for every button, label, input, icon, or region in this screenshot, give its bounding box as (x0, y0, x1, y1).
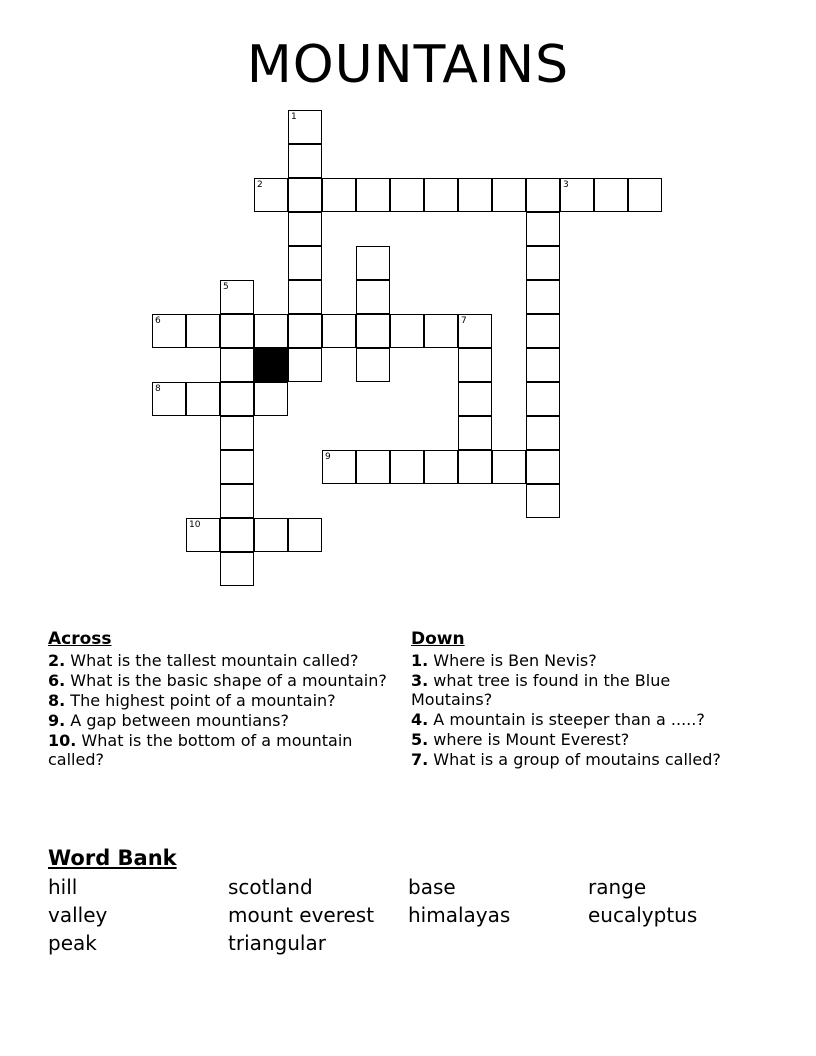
grid-cell[interactable] (288, 178, 322, 212)
clue-item (48, 671, 388, 690)
word-bank-item: valley (48, 903, 108, 927)
grid-cell[interactable] (458, 450, 492, 484)
clue-item (411, 730, 751, 749)
grid-cell[interactable] (322, 178, 356, 212)
grid-cell[interactable] (288, 314, 322, 348)
clue-item-number: 6. (48, 671, 66, 690)
grid-cell[interactable] (628, 178, 662, 212)
clue-item (48, 711, 388, 730)
clue-number: 7 (461, 316, 467, 326)
grid-cell[interactable] (526, 212, 560, 246)
grid-cell[interactable] (322, 450, 356, 484)
clue-item (411, 651, 751, 670)
grid-cell[interactable] (186, 518, 220, 552)
clue-item-number: 7. (411, 750, 429, 769)
grid-cell[interactable] (458, 416, 492, 450)
grid-cell[interactable] (424, 178, 458, 212)
grid-cell[interactable] (220, 450, 254, 484)
grid-cell[interactable] (458, 178, 492, 212)
grid-cell[interactable] (356, 178, 390, 212)
grid-cell[interactable] (186, 314, 220, 348)
clue-item-number: 10. (48, 731, 77, 750)
grid-cell[interactable] (526, 484, 560, 518)
across-clue-list (48, 651, 388, 769)
grid-cell[interactable] (356, 314, 390, 348)
grid-cell[interactable] (526, 314, 560, 348)
clue-item (411, 750, 751, 769)
grid-cell[interactable] (526, 178, 560, 212)
grid-cell[interactable] (390, 314, 424, 348)
grid-cell[interactable] (152, 382, 186, 416)
grid-cell[interactable] (254, 382, 288, 416)
grid-cell[interactable] (220, 552, 254, 586)
grid-cell[interactable] (526, 382, 560, 416)
clue-item-text: Where is Ben Nevis? (428, 651, 597, 670)
clue-item-text: What is the bottom of a mountain called? (48, 731, 353, 769)
grid-cell[interactable] (322, 314, 356, 348)
clue-item (411, 671, 751, 709)
grid-cell[interactable] (288, 110, 322, 144)
clue-item-number: 4. (411, 710, 429, 729)
clue-number: 9 (325, 452, 331, 462)
grid-cell[interactable] (356, 450, 390, 484)
clue-item-text: What is a group of moutains called? (428, 750, 721, 769)
word-bank-title: Word Bank (48, 846, 177, 870)
clue-number: 10 (189, 520, 201, 530)
clue-item (411, 710, 751, 729)
grid-cell[interactable] (526, 348, 560, 382)
clue-item-text: what tree is found in the Blue Moutains? (411, 671, 671, 709)
grid-cell[interactable] (288, 518, 322, 552)
grid-cell[interactable] (152, 314, 186, 348)
grid-cell[interactable] (526, 450, 560, 484)
clue-number: 5 (223, 282, 229, 292)
grid-cell[interactable] (220, 348, 254, 382)
grid-cell[interactable] (220, 382, 254, 416)
grid-cell[interactable] (254, 518, 288, 552)
grid-cell[interactable] (288, 144, 322, 178)
puzzle-title: MOUNTAINS (246, 35, 570, 95)
grid-cell[interactable] (254, 178, 288, 212)
grid-cell[interactable] (390, 178, 424, 212)
grid-cell[interactable] (288, 280, 322, 314)
word-bank-item: himalayas (408, 903, 511, 927)
word-bank-item: scotland (228, 875, 313, 899)
word-bank-item: triangular (228, 931, 326, 955)
grid-block (254, 348, 288, 382)
across-clues (48, 628, 388, 770)
word-bank-item: eucalyptus (588, 903, 698, 927)
clue-item (48, 691, 388, 710)
grid-cell[interactable] (526, 280, 560, 314)
clue-item-number: 5. (411, 730, 429, 749)
clue-number: 6 (155, 316, 161, 326)
clue-item-text: A gap between mountians? (65, 711, 289, 730)
grid-cell[interactable] (220, 416, 254, 450)
clue-number: 2 (257, 180, 263, 190)
grid-cell[interactable] (288, 246, 322, 280)
grid-cell[interactable] (492, 450, 526, 484)
clue-item-number: 2. (48, 651, 66, 670)
grid-cell[interactable] (220, 280, 254, 314)
clue-number: 1 (291, 112, 297, 122)
grid-cell[interactable] (390, 450, 424, 484)
down-clues (411, 628, 751, 770)
down-heading: Down (411, 629, 465, 649)
clue-item-text: where is Mount Everest? (428, 730, 630, 749)
word-bank-item: peak (48, 931, 97, 955)
grid-cell[interactable] (186, 382, 220, 416)
grid-cell[interactable] (458, 382, 492, 416)
clue-item-text: What is the tallest mountain called? (65, 651, 359, 670)
grid-cell[interactable] (424, 314, 458, 348)
clue-item-number: 9. (48, 711, 66, 730)
word-bank-item: base (408, 875, 456, 899)
word-bank-item: range (588, 875, 647, 899)
grid-cell[interactable] (458, 348, 492, 382)
grid-cell[interactable] (424, 450, 458, 484)
word-bank (48, 873, 768, 957)
clue-item-number: 8. (48, 691, 66, 710)
grid-cell[interactable] (254, 314, 288, 348)
grid-cell[interactable] (220, 518, 254, 552)
clue-number: 8 (155, 384, 161, 394)
grid-cell[interactable] (220, 314, 254, 348)
across-heading: Across (48, 629, 112, 649)
grid-cell[interactable] (458, 314, 492, 348)
clue-item-number: 1. (411, 651, 429, 670)
grid-cell[interactable] (526, 416, 560, 450)
grid-cell[interactable] (356, 348, 390, 382)
grid-cell[interactable] (220, 484, 254, 518)
grid-cell[interactable] (288, 212, 322, 246)
grid-cell[interactable] (288, 348, 322, 382)
clue-number: 3 (563, 180, 569, 190)
grid-cell[interactable] (594, 178, 628, 212)
clue-item (48, 731, 388, 769)
clue-item-text: A mountain is steeper than a .....? (428, 710, 705, 729)
clue-item-number: 3. (411, 671, 429, 690)
clue-item-text: What is the basic shape of a mountain? (65, 671, 387, 690)
down-clue-list (411, 651, 751, 769)
grid-cell[interactable] (356, 280, 390, 314)
clue-item-text: The highest point of a mountain? (65, 691, 336, 710)
word-bank-item: hill (48, 875, 78, 899)
grid-cell[interactable] (526, 246, 560, 280)
grid-cell[interactable] (356, 246, 390, 280)
clue-item (48, 651, 388, 670)
word-bank-item: mount everest (228, 903, 375, 927)
grid-cell[interactable] (492, 178, 526, 212)
grid-cell[interactable] (560, 178, 594, 212)
